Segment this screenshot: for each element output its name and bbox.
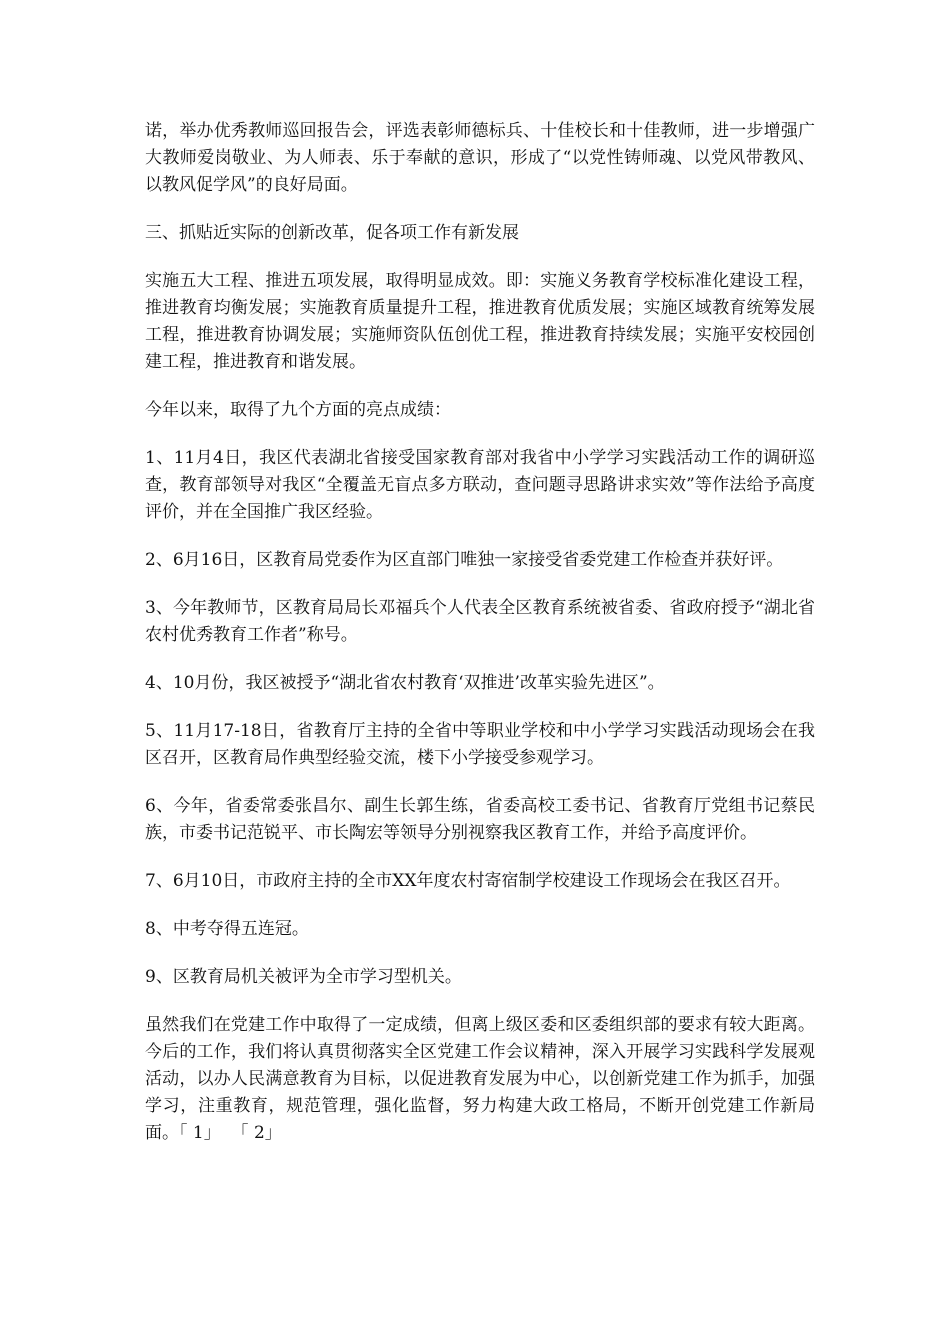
achievement-item-1: 1、11月4日，我区代表湖北省接受国家教育部对我省中小学学习实践活动工作的调研巡查，教育部领导对我区“全覆盖无盲点多方联动，查问题寻思路讲求实效”等作法给予高度评价，并在全国推广我区经验。 xyxy=(145,448,815,522)
paragraph-five-projects: 实施五大工程、推进五项发展，取得明显成效。即：实施义务教育学校标准化建设工程，推进教育均衡发展；实施教育质量提升工程，推进教育优质发展；实施区域教育统筹发展工程，推进教育协调发展；实施师资队伍创优工程，推进教育持续发展；实施平安校园创建工程，推进教育和谐发展。 xyxy=(145,271,815,372)
achievement-item-3: 3、今年教师节，区教育局局长邓福兵个人代表全区教育系统被省委、省政府授予“湖北省农村优秀教育工作者”称号。 xyxy=(145,598,815,645)
achievement-item-9: 9、区教育局机关被评为全市学习型机关。 xyxy=(145,967,462,987)
page-link-1[interactable]: 「 1」 xyxy=(179,1123,221,1143)
conclusion-text: 虽然我们在党建工作中取得了一定成绩，但离上级区委和区委组织部的要求有较大距离。今后的工作，我们将认真贯彻落实全区党建工作会议精神，深入开展学习实践科学发展观活动，以办人民满意教育为目标，以促进教育发展为中心，以创新党建工作为抓手，加强学习，注重教育，规范管理，强化监督，努力构建大政工格局，不断开创党建工作新局面。 xyxy=(145,1015,815,1143)
page-link-2[interactable]: 「 2」 xyxy=(231,1123,282,1143)
achievement-item-4: 4、10月份，我区被授予“湖北省农村教育‘双推进’改革实验先进区”。 xyxy=(145,673,665,693)
achievement-item-6: 6、今年，省委常委张昌尔、副生长郭生练，省委高校工委书记、省教育厅党组书记蔡民族，市委书记范锐平、市长陶宏等领导分别视察我区教育工作，并给予高度评价。 xyxy=(145,796,815,843)
section-heading-3: 三、抓贴近实际的创新改革，促各项工作有新发展 xyxy=(145,223,519,243)
achievement-item-8: 8、中考夺得五连冠。 xyxy=(145,919,309,939)
paragraph-conclusion xyxy=(145,1012,815,1147)
achievement-item-2: 2、6月16日，区教育局党委作为区直部门唯独一家接受省委党建工作检查并获好评。 xyxy=(145,550,784,570)
document-body xyxy=(145,118,815,1147)
achievement-item-5: 5、11月17-18日，省教育厅主持的全省中等职业学校和中小学学习实践活动现场会在我区召开，区教育局作典型经验交流，楼下小学接受参观学习。 xyxy=(145,721,815,768)
paragraph-achievements-intro: 今年以来，取得了九个方面的亮点成绩： xyxy=(145,400,451,420)
paragraph-continuation: 诺，举办优秀教师巡回报告会，评选表彰师德标兵、十佳校长和十佳教师，进一步增强广大教师爱岗敬业、为人师表、乐于奉献的意识，形成了“以党性铸师魂、以党风带教风、以教风促学风”的良好局面。 xyxy=(145,121,815,195)
achievement-item-7: 7、6月10日，市政府主持的全市XX年度农村寄宿制学校建设工作现场会在我区召开。 xyxy=(145,871,791,891)
